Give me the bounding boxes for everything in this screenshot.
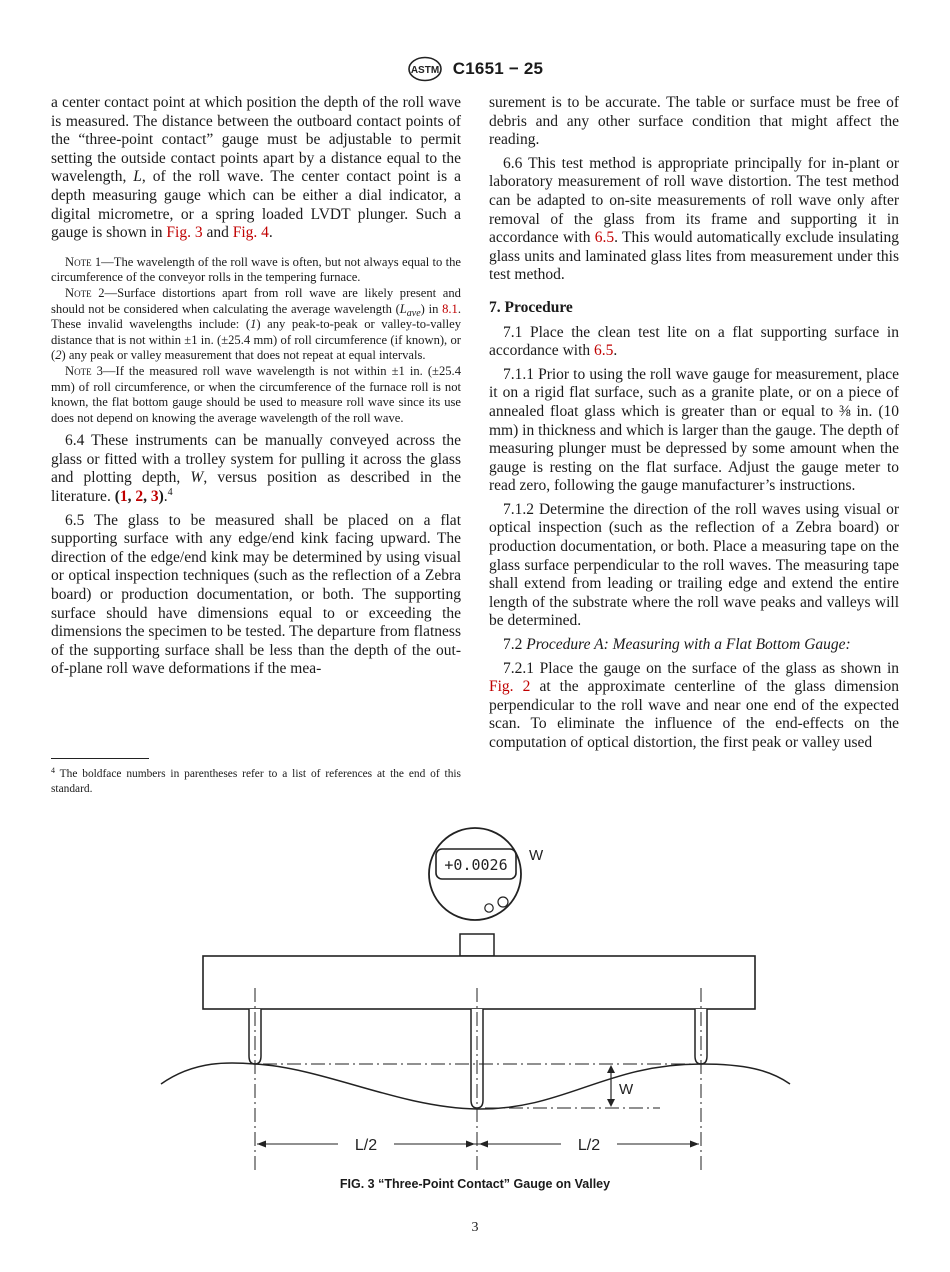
dim-arrow-right-icon (690, 1141, 699, 1148)
section-6-5-link-2[interactable]: 6.5 (594, 342, 614, 360)
paragraph-7-2-1: 7.2.1 Place the gauge on the surface of the glass as shown in Fig. 2 at the approximate centerline of the glass dimension perpendicular to the roll wave and near one end of the expected scan. To eliminate the influence of the end-effects on the computation of optical distortion, the first peak or valley used (489, 659, 899, 751)
paragraph-6-5: 6.5 The glass to be measured shall be placed on a flat supporting surface with any edge/end kink facing upward. The direction of the edge/end kink may be determined by using visual or optical inspection techniques (such as the reflection of a Zebra board) or production documentation, or both. The supporting surface should have dimensions equal to or exceeding the dimensions the specimen to be tested. The departure from flatness of the supporting surface shall be less than the depth of the out-of-plane roll wave deformations if the mea- (51, 511, 461, 678)
paragraph-7-1-2: 7.1.2 Determine the direction of the roll waves using visual or optical inspection (such as the reflection of a Zebra board) or production documentation, or both. Place a measuring tape on the glass surface perpendicular to the roll waves. The measuring tape shall extend from leading or trailing edge and extend the entire length of the substrate where the roll wave peaks and valleys will be determined. (489, 500, 899, 630)
paragraph-7-1-1: 7.1.1 Prior to using the roll wave gauge for measurement, place it on a rigid flat surface, such as a granite plate, or on a piece of annealed float glass which is greater than or equal to ⅜ in. (10 mm) in thickness and which is larger than the gauge. The depth of measuring plunger must be depressed by some amount when the gauge is resting on the flat surface. Adjust the gauge meter to read zero, following the gauge manufacturer’s instructions. (489, 365, 899, 495)
right-half-wavelength-label: L/2 (577, 1137, 601, 1154)
section-7-heading: 7. Procedure (489, 298, 573, 316)
fig4-link[interactable]: Fig. 4 (232, 224, 269, 242)
reference-1-link[interactable]: 1 (119, 488, 128, 506)
note-2: Note 2—Surface distortions apart from roll wave are likely present and should not be considered when calculating the average wavelength $(L_{ave})$ in 8.1. These invalid wavelengths include: (1) any peak-to-peak or valley-to-valley distance that is not within ±1 in. (±25.4 mm) of roll circumference (if known), or (2) any peak or valley measurement that does not repeat at equal intervals. (51, 285, 462, 363)
depth-arrow-head-top-icon (607, 1065, 615, 1073)
figure-3-diagram (145, 822, 825, 1182)
section-8-1-link[interactable]: 8.1 (442, 301, 458, 316)
dial-w-label: W (529, 847, 544, 864)
paragraph-continuation-right: surement is to be accurate. The table or surface must be free of debris and any other surface condition that might affect the reading. (489, 94, 899, 149)
reference-2-link[interactable]: 2 (135, 488, 144, 506)
note-1: Note 1—The wavelength of the roll wave is often, but not always equal to the circumference of the conveyor rolls in the tempering furnace. (51, 254, 461, 285)
depth-w-label: W (619, 1081, 634, 1098)
notes-block (51, 255, 461, 427)
astm-logo-icon (407, 56, 443, 82)
footnote: $^4$ The boldface numbers in parentheses refer to a list of references at the end of this standard. (51, 766, 461, 795)
paragraph-7-1: 7.1 Place the clean test lite on a flat supporting surface in accordance with 6.5. (489, 323, 899, 360)
section-6-5-link[interactable]: 6.5 (594, 229, 615, 247)
dim-arrow-center-left-icon (466, 1141, 475, 1148)
depth-arrow-head-bottom-icon (607, 1099, 615, 1107)
reference-3-link[interactable]: 3 (150, 488, 159, 506)
left-column (51, 94, 461, 679)
figure-caption: FIG. 3 “Three-Point Contact” Gauge on Valley (339, 1177, 611, 1191)
paragraph-continuation: a center contact point at which position the depth of the roll wave is measured. The distance between the outboard contact points of the “three-point contact” gauge must be adjustable to permit setting the outside contact points apart by a distance equal to the wavelength, L, of the roll wave. The center contact point is a depth measuring gauge which can be either a dial indicator, a digital micrometre, or a spring loaded LVDT plunger. Such a gauge is shown in Fig. 3 and Fig. 4. (51, 94, 461, 242)
dim-arrow-center-right-icon (479, 1141, 488, 1148)
note-3: Note 3—If the measured roll wave wavelength is not within ±1 in. (±25.4 mm) of roll circumference, or when the circumference of the furnace roll is not known, the flat bottom gauge should be used to measure roll wave since its use does not depend on knowing the average wavelength of the roll wave. (51, 363, 461, 425)
page-header (0, 56, 950, 84)
dial-stem (460, 934, 494, 956)
footnote-rule (51, 758, 149, 759)
paragraph-7-2: 7.2 Procedure A: Measuring with a Flat Bottom Gauge: (503, 636, 851, 654)
left-half-wavelength-label: L/2 (354, 1137, 378, 1154)
paragraph-6-6: 6.6 This test method is appropriate principally for in-plant or laboratory measurement of roll wave distortion. The test method can be adapted to on-site measurements of roll wave only after removal of the glass from its frame and supporting it in accordance with 6.5. This would automatically exclude insulating glass units and laminated glass lites from measurement under this test method. (489, 154, 900, 284)
svg-text:ASTM: ASTM (410, 65, 439, 76)
dial-reading: +0.0026 (444, 856, 508, 874)
standard-designation: C1651 − 25 (452, 59, 544, 78)
footnote-marker[interactable]: 4 (167, 487, 173, 499)
fig3-link[interactable]: Fig. 3 (166, 224, 203, 242)
gauge-body (203, 956, 755, 1009)
fig2-link[interactable]: Fig. 2 (489, 678, 531, 696)
right-column (489, 94, 899, 753)
page-number: 3 (471, 1220, 479, 1235)
dim-arrow-left-icon (257, 1141, 266, 1148)
paragraph-6-4: 6.4 These instruments can be manually conveyed across the glass or fitted with a trolley system for pulling it across the glass and plotting depth, W, versus position as described in the literature. (1, 2, 3).$^4$ (51, 432, 461, 506)
